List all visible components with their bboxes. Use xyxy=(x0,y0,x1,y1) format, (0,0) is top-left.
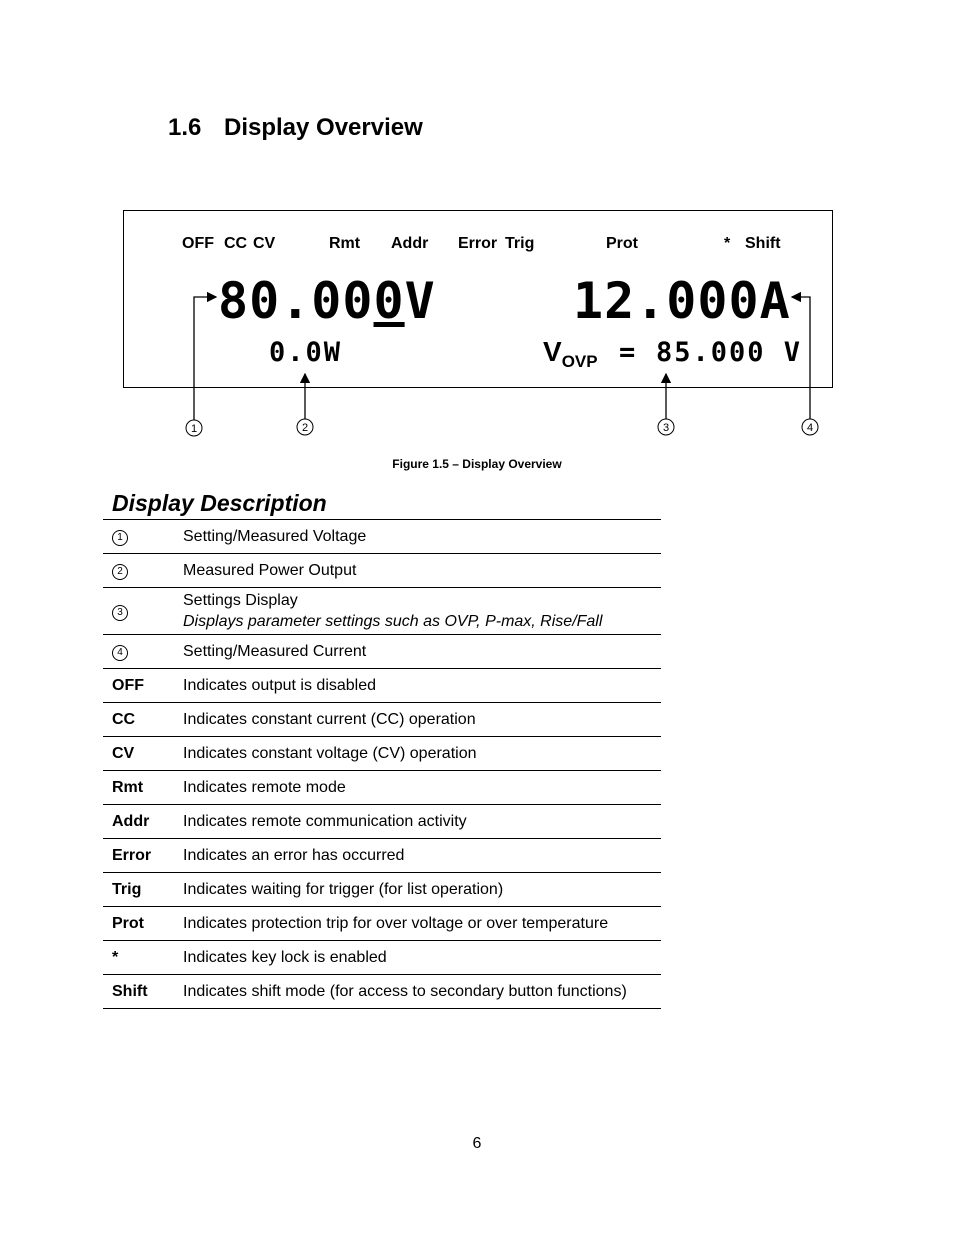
row-key xyxy=(103,554,183,588)
table-row xyxy=(103,771,661,805)
table-row xyxy=(103,669,661,703)
row-text: Indicates shift mode (for access to secondary button functions) xyxy=(183,975,661,1009)
row-text xyxy=(183,588,661,635)
row-text: Indicates remote communication activity xyxy=(183,805,661,839)
figure-caption: Figure 1.5 – Display Overview xyxy=(392,457,562,471)
row-key: Shift xyxy=(103,975,183,1009)
row-key xyxy=(103,635,183,669)
annunciator-shift: Shift xyxy=(745,235,781,252)
row-key xyxy=(103,588,183,635)
callout-marker-4 xyxy=(802,419,818,435)
row-key: OFF xyxy=(103,669,183,703)
row-text: Indicates key lock is enabled xyxy=(183,941,661,975)
row-key: Rmt xyxy=(103,771,183,805)
table-row xyxy=(103,588,661,635)
table-row xyxy=(103,805,661,839)
table-row xyxy=(103,703,661,737)
setting-label: V xyxy=(543,336,562,367)
row-text: Setting/Measured Current xyxy=(183,635,661,669)
callout-arrow-4 xyxy=(792,297,810,419)
page-number: 6 xyxy=(472,1135,482,1152)
setting-subscript: OVP xyxy=(561,352,598,371)
annunciator-cv: CV xyxy=(253,235,276,252)
row-text: Indicates output is disabled xyxy=(183,669,661,703)
row-text: Indicates constant current (CC) operation xyxy=(183,703,661,737)
table-row xyxy=(103,975,661,1009)
row-text-line1: Settings Display xyxy=(183,591,298,609)
row-key xyxy=(103,520,183,554)
table-row xyxy=(103,520,661,554)
callout-label-1: 1 xyxy=(190,423,198,435)
annunciator-error: Error xyxy=(458,235,498,252)
table-row xyxy=(103,635,661,669)
callout-arrows xyxy=(0,0,954,460)
callout-label-3: 3 xyxy=(662,422,670,434)
voltage-digits: 80.00 xyxy=(218,272,374,330)
table-row xyxy=(103,554,661,588)
setting-value: 85.000 V xyxy=(656,337,803,368)
row-text: Indicates remote mode xyxy=(183,771,661,805)
annunciator-cc: CC xyxy=(224,235,248,252)
row-text: Indicates an error has occurred xyxy=(183,839,661,873)
row-key: Addr xyxy=(103,805,183,839)
section-title: Display Overview xyxy=(224,114,423,141)
description-title: Display Description xyxy=(112,490,327,516)
callout-label-4: 4 xyxy=(806,422,814,434)
description-table xyxy=(103,519,661,1009)
setting-equals: = xyxy=(619,337,638,368)
annunciator-keylock: * xyxy=(724,235,731,252)
annunciator-rmt: Rmt xyxy=(329,235,361,252)
row-key: * xyxy=(103,941,183,975)
circled-number: 1 xyxy=(112,530,128,546)
row-key: CV xyxy=(103,737,183,771)
callout-marker-1 xyxy=(186,420,202,436)
voltage-cursor-digit: 0 xyxy=(373,272,405,330)
circled-number: 2 xyxy=(112,564,128,580)
voltage-unit: V xyxy=(404,272,436,330)
row-key: Trig xyxy=(103,873,183,907)
power-readout: 0.0W xyxy=(269,337,343,368)
row-text: Measured Power Output xyxy=(183,554,661,588)
row-text: Indicates constant voltage (CV) operation xyxy=(183,737,661,771)
row-key: Prot xyxy=(103,907,183,941)
table-row xyxy=(103,737,661,771)
current-readout: 12.000A xyxy=(573,272,791,330)
row-key: CC xyxy=(103,703,183,737)
circled-number: 3 xyxy=(112,605,128,621)
row-text: Indicates protection trip for over voltage or over temperature xyxy=(183,907,661,941)
table-row xyxy=(103,907,661,941)
row-text: Indicates waiting for trigger (for list operation) xyxy=(183,873,661,907)
row-text: Setting/Measured Voltage xyxy=(183,520,661,554)
circled-number: 4 xyxy=(112,645,128,661)
annunciator-addr: Addr xyxy=(391,235,429,252)
callout-label-2: 2 xyxy=(301,422,309,434)
callout-marker-3 xyxy=(658,419,674,435)
callout-arrow-1 xyxy=(194,297,216,420)
row-text-line2: Displays parameter settings such as OVP, P-max, Rise/Fall xyxy=(183,612,603,630)
row-key: Error xyxy=(103,839,183,873)
table-row xyxy=(103,873,661,907)
table-row xyxy=(103,839,661,873)
annunciator-prot: Prot xyxy=(606,235,638,252)
callout-marker-2 xyxy=(297,419,313,435)
annunciator-off: OFF xyxy=(182,235,214,252)
annunciator-trig: Trig xyxy=(505,235,535,252)
table-row xyxy=(103,941,661,975)
section-number: 1.6 xyxy=(168,114,202,141)
